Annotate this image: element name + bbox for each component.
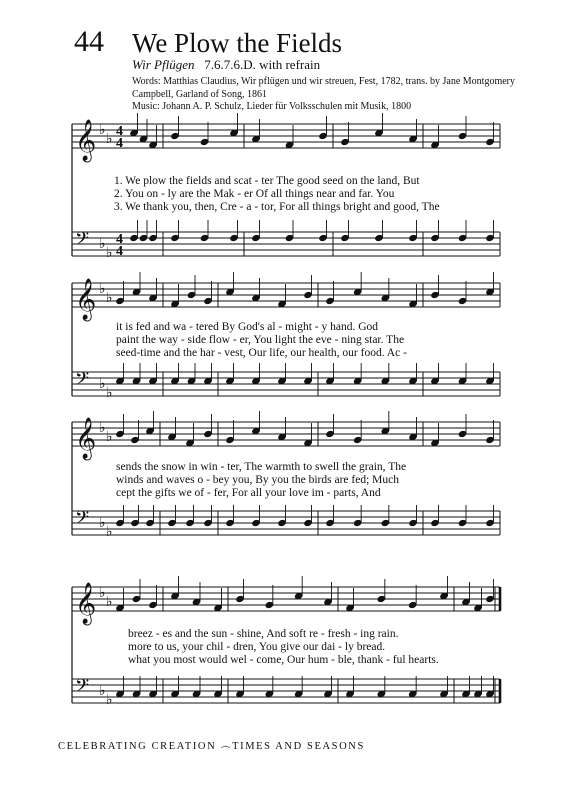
footer-section: CELEBRATING CREATION xyxy=(58,741,217,752)
flat-icon: ♭ xyxy=(99,683,106,699)
verse-line-3-2: winds and waves o - bey you, By you the birds are fed; Much xyxy=(116,474,399,486)
flat-icon: ♭ xyxy=(99,585,106,601)
flat-icon: ♭ xyxy=(99,281,106,297)
bass-clef-icon: 𝄢 xyxy=(75,676,90,701)
treble-clef-icon: 𝄞 xyxy=(75,583,97,624)
verse-line-3-1: sends the snow in win - ter, The warmth to swell the grain, The xyxy=(116,461,407,473)
verse-line-3-3: cept the gifts we of - fer, For all your love im - parts, And xyxy=(116,487,381,499)
flat-icon: ♭ xyxy=(106,524,113,540)
verse-line-1-3: 3. We thank you, then, Cre - a - tor, For all things bright and good, The xyxy=(114,201,440,213)
credit-music: Music: Johann A. P. Schulz, Lieder für Volksschulen mit Musik, 1800 xyxy=(132,101,412,112)
flat-icon: ♭ xyxy=(106,594,113,610)
treble-clef-icon: 𝄞 xyxy=(75,418,97,459)
flat-icon: ♭ xyxy=(106,131,113,147)
meter: 7.6.7.6.D. with refrain xyxy=(204,57,321,72)
footer-subsection: TIMES AND SEASONS xyxy=(232,741,365,752)
footer-ornament-icon: ෴ xyxy=(220,741,233,752)
credit-words-2: Campbell, Garland of Song, 1861 xyxy=(132,88,267,100)
verse-line-1-1: 1. We plow the fields and scat - ter The good seed on the land, But xyxy=(114,175,420,187)
treble-clef-icon: 𝄞 xyxy=(75,120,97,161)
flat-icon: ♭ xyxy=(106,245,113,261)
hymn-number: 44 xyxy=(74,25,104,58)
flat-icon: ♭ xyxy=(99,420,106,436)
verse-line-4-1: breez - es and the sun - shine, And soft re - fresh - ing rain. xyxy=(128,628,399,640)
tune-name: Wir Pflügen xyxy=(132,57,195,72)
flat-icon: ♭ xyxy=(106,429,113,445)
hymn-title: We Plow the Fields xyxy=(132,28,343,58)
verse-line-2-2: paint the way - side flow - er, You light the eve - ning star. The xyxy=(116,334,405,346)
flat-icon: ♭ xyxy=(99,515,106,531)
verse-line-2-1: it is fed and wa - tered By God's al - might - y hand. God xyxy=(116,321,379,333)
flat-icon: ♭ xyxy=(99,236,106,252)
treble-clef-icon: 𝄞 xyxy=(75,279,97,320)
flat-icon: ♭ xyxy=(99,122,106,138)
credit-words-1: Words: Matthias Claudius, Wir pflügen und wir streuen, Fest, 1782, trans. by Jane Montgomery xyxy=(132,76,516,87)
verse-line-4-3: what you most would wel - come, Our hum - ble, thank - ful hearts. xyxy=(128,654,439,666)
flat-icon: ♭ xyxy=(106,385,113,401)
time-signature-top: 4 xyxy=(116,124,123,139)
flat-icon: ♭ xyxy=(106,692,113,708)
time-signature-bottom: 4 xyxy=(116,244,123,259)
verse-line-2-3: seed-time and the har - vest, Our life, our health, our food. Ac - xyxy=(116,347,407,359)
bass-clef-icon: 𝄢 xyxy=(75,508,90,533)
page-footer xyxy=(58,741,365,753)
verse-line-4-2: more to us, your chil - dren, You give our dai - ly bread. xyxy=(128,641,386,653)
bass-clef-icon: 𝄢 xyxy=(75,229,90,254)
verse-line-1-2: 2. You on - ly are the Mak - er Of all things near and far. You xyxy=(114,188,395,200)
bass-clef-icon: 𝄢 xyxy=(75,369,90,394)
flat-icon: ♭ xyxy=(99,376,106,392)
time-signature-bottom: 4 xyxy=(116,136,123,151)
flat-icon: ♭ xyxy=(106,290,113,306)
time-signature-top: 4 xyxy=(116,232,123,247)
